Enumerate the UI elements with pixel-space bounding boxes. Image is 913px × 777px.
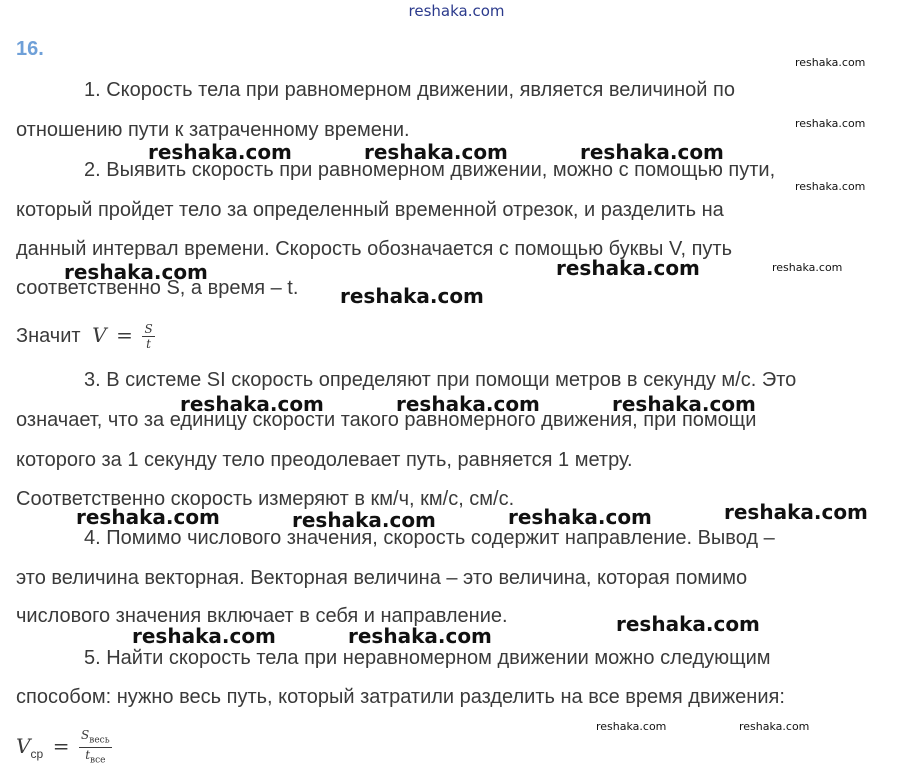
watermark: reshaka.com [596, 720, 667, 733]
formula-vcp-numerator [79, 728, 112, 748]
watermark: reshaka.com [795, 117, 866, 130]
paragraph-5-line-1: 5. Найти скорость тела при неравномерном движении можно следующим [84, 647, 771, 669]
paragraph-2-line-3: данный интервал времени. Скорость обозначается с помощью буквы V, путь [16, 238, 732, 260]
formula-vcp-den-symbol: t [85, 748, 91, 763]
paragraph-3-line-4: Соответственно скорость измеряют в км/ч, км/с, см/с. [16, 488, 515, 510]
watermark: reshaka.com [556, 256, 700, 280]
formula-vcp-denominator [79, 748, 112, 767]
watermark: reshaka.com [508, 505, 652, 529]
formula-v-numerator: S [144, 322, 153, 336]
watermark: reshaka.com [739, 720, 810, 733]
formula-v-equals: = [116, 322, 133, 347]
formula-vcp-subscript: ср [30, 747, 44, 762]
formula-v-intro: Значит [16, 324, 81, 347]
paragraph-4-line-2: это величина векторная. Векторная величина – это величина, которая помимо [16, 567, 748, 589]
watermark: reshaka.com [580, 140, 724, 164]
watermark: reshaka.com [396, 392, 540, 416]
formula-vcp-equals: = [52, 734, 70, 759]
paragraph-4-line-1: 4. Помимо числового значения, скорость содержит направление. Вывод – [84, 527, 775, 549]
paragraph-2-line-4: соответственно S, а время – t. [16, 277, 299, 299]
formula-vcp-den-subscript: все [90, 755, 106, 766]
formula-v-denominator: t [146, 337, 151, 351]
formula-v-symbol: V [92, 322, 107, 347]
formula-v-line [16, 322, 155, 351]
formula-vcp-num-symbol: S [81, 728, 90, 742]
paragraph-3-line-1: 3. В системе SI скорость определяют при помощи метров в секунду м/с. Это [84, 369, 797, 391]
watermark: reshaka.com [180, 392, 324, 416]
watermark: reshaka.com [292, 508, 436, 532]
paragraph-3-line-2: означает, что за единицу скорости такого равномерного движения, при помощи [16, 409, 757, 431]
watermark: reshaka.com [348, 624, 492, 648]
site-header-link[interactable]: reshaka.com [408, 2, 505, 20]
formula-vcp-fraction [79, 728, 112, 768]
watermark: reshaka.com [612, 392, 756, 416]
paragraph-1-line-2: отношению пути к затраченному времени. [16, 119, 410, 141]
paragraph-4-line-3: числового значения включает в себя и направление. [16, 605, 508, 627]
watermark: reshaka.com [616, 612, 760, 636]
watermark: reshaka.com [64, 260, 208, 284]
watermark: reshaka.com [772, 261, 843, 274]
watermark: reshaka.com [148, 140, 292, 164]
watermark: reshaka.com [76, 505, 220, 529]
formula-vcp-num-subscript: весь [89, 735, 110, 746]
paragraph-5-line-2: способом: нужно весь путь, который затратили разделить на все время движения: [16, 686, 785, 708]
watermark: reshaka.com [795, 180, 866, 193]
formula-vcp-line [16, 728, 112, 768]
watermark: reshaka.com [364, 140, 508, 164]
watermark: reshaka.com [340, 284, 484, 308]
watermark: reshaka.com [724, 500, 868, 524]
paragraph-2-line-1: 2. Выявить скорость при равномерном движении, можно с помощью пути, [84, 159, 776, 181]
watermark: reshaka.com [795, 56, 866, 69]
paragraph-2-line-2: который пройдет тело за определенный временной отрезок, и разделить на [16, 199, 724, 221]
formula-vcp-symbol: V [16, 734, 31, 759]
paragraph-3-line-3: которого за 1 секунду тело преодолевает путь, равняется 1 метру. [16, 449, 633, 471]
task-number: 16. [16, 38, 44, 60]
paragraph-1-line-1: 1. Скорость тела при равномерном движении, является величиной по [84, 79, 735, 101]
formula-v-fraction [142, 322, 154, 351]
watermark: reshaka.com [132, 624, 276, 648]
